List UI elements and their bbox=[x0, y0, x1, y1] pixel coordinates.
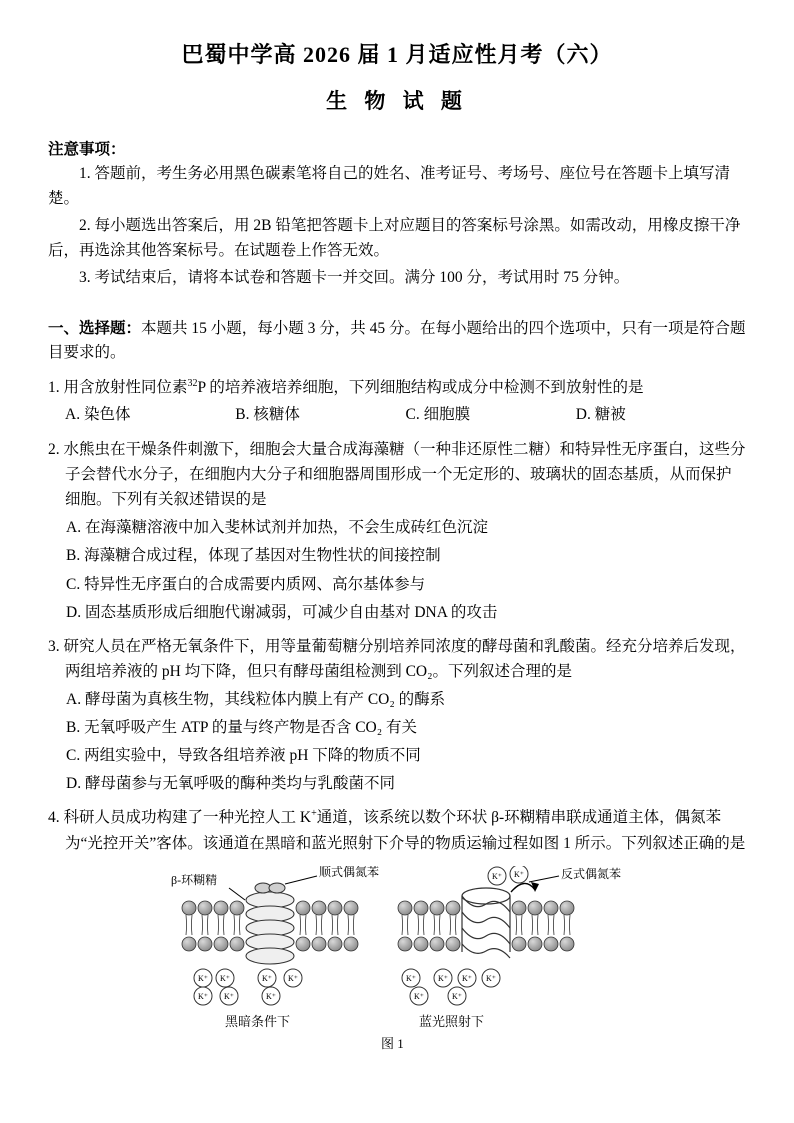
question-2-option-d[interactable]: D. 固态基质形成后细胞代谢减弱，可减少自由基对 DNA 的攻击 bbox=[66, 603, 498, 621]
svg-text:K⁺: K⁺ bbox=[198, 973, 208, 983]
question-3-option-c[interactable]: C. 两组实验中，导致各组培养液 pH 下降的物质不同 bbox=[66, 747, 421, 765]
question-1-option-d[interactable]: D. 糖被 bbox=[575, 406, 626, 424]
question-1-number: 1. bbox=[48, 379, 60, 397]
notice-item-3: 3. 考试结束后，请将本试卷和答题卡一并交回。满分 100 分，考试用时 75 分钟。 bbox=[79, 269, 630, 287]
svg-text:K⁺: K⁺ bbox=[266, 991, 276, 1001]
question-1-stem-post: P 的培养液培养细胞，下列细胞结构或成分中检测不到放射性的是 bbox=[197, 379, 644, 397]
potassium-ions-left bbox=[194, 969, 302, 1005]
section-label: 一、选择题： bbox=[48, 319, 142, 337]
question-2-option-c[interactable]: C. 特异性无序蛋白的合成需要内质网、高尔基体参与 bbox=[66, 575, 426, 593]
label-dark-condition: 黑暗条件下 bbox=[225, 1013, 291, 1029]
svg-text:K⁺: K⁺ bbox=[224, 991, 234, 1001]
question-2-stem-text: 水熊虫在干燥条件刺激下，细胞会大量合成海藻糖（一种非还原性二糖）和特异性无序蛋白，这些分子会替代水分子，在细胞内大分子和细胞器周围形成一个无定形的、玻璃状的固态基质，从而保护细胞。下列有关叙述错误的是 bbox=[63, 441, 746, 509]
potassium-ions-right bbox=[402, 969, 500, 1005]
question-4-stem-pre: 科研人员成功构建了一种光控人工 K bbox=[63, 809, 312, 827]
svg-text:K⁺: K⁺ bbox=[438, 973, 448, 983]
figure-1-diagram bbox=[167, 866, 627, 1066]
section-heading bbox=[48, 317, 746, 367]
label-cis-azobenzene: 顺式偶氮苯 bbox=[319, 865, 380, 879]
question-1-options bbox=[48, 403, 746, 428]
question-3-option-d[interactable]: D. 酵母菌参与无氧呼吸的酶种类均与乳酸菌不同 bbox=[66, 775, 395, 793]
question-4-stem-post: 通道，该系统以数个环状 β-环糊精串联成通道主体，偶氮苯为“光控开关”客体。该通道在黑暗和蓝光照射下介导的物质运输过程如图 1 所示。下列叙述正确的是 bbox=[65, 809, 746, 852]
label-cyclodextrin: β-环糊精 bbox=[171, 872, 218, 887]
question-2-stem bbox=[48, 437, 746, 512]
notice-item-1: 1. 答题前，考生务必用黑色碳素笔将自己的姓名、准考证号、考场号、座位号在答题卡上填写清楚。 bbox=[48, 165, 731, 208]
question-1-option-b[interactable]: B. 核糖体 bbox=[235, 406, 300, 424]
figure-1 bbox=[48, 866, 746, 1081]
page-title: 巴蜀中学高 2026 届 1 月适应性月考（六） bbox=[181, 42, 613, 67]
question-3-option-b[interactable]: B. 无氧呼吸产生 ATP 的量与终产物是否含 CO₂ 有关 bbox=[66, 719, 418, 737]
question-4-stem bbox=[48, 805, 746, 855]
question-1-stem-pre: 用含放射性同位素 bbox=[63, 379, 188, 397]
subject-title: 生 物 试 题 bbox=[326, 89, 468, 113]
label-blue-light-condition: 蓝光照射下 bbox=[419, 1013, 485, 1029]
question-4-number: 4. bbox=[48, 809, 60, 827]
svg-text:K⁺: K⁺ bbox=[462, 973, 472, 983]
label-trans-azobenzene: 反式偶氮苯 bbox=[561, 866, 622, 881]
cyclodextrin-channel-left bbox=[246, 892, 294, 964]
question-1-isotope-superscript: 32 bbox=[187, 377, 198, 389]
svg-text:K⁺: K⁺ bbox=[288, 973, 298, 983]
svg-text:K⁺: K⁺ bbox=[262, 973, 272, 983]
notice-heading: 注意事项： bbox=[48, 141, 126, 158]
figure-right-panel bbox=[398, 866, 574, 1005]
section-text: 本题共 15 小题，每小题 3 分，共 45 分。在每小题给出的四个选项中，只有一项是符合题目要求的。 bbox=[48, 319, 746, 362]
svg-text:K⁺: K⁺ bbox=[414, 991, 424, 1001]
figure-left-panel bbox=[182, 876, 358, 1005]
question-3-option-a[interactable]: A. 酵母菌为真核生物，其线粒体内膜上有产 CO₂ 的酶系 bbox=[66, 691, 446, 709]
question-3-stem-text: 研究人员在严格无氧条件下，用等量葡萄糖分别培养同浓度的酵母菌和乳酸菌。经充分培养后发现，两组培养液的 pH 均下降，但只有酵母菌组检测到 CO₂。下列叙述合理的是 bbox=[63, 637, 746, 680]
svg-text:K⁺: K⁺ bbox=[198, 991, 208, 1001]
question-2-number: 2. bbox=[48, 441, 60, 459]
question-1-stem bbox=[48, 375, 746, 400]
question-2-option-a[interactable]: A. 在海藻糖溶液中加入斐林试剂并加热，不会生成砖红色沉淀 bbox=[66, 519, 488, 537]
svg-text:K⁺: K⁺ bbox=[492, 871, 502, 881]
svg-text:K⁺: K⁺ bbox=[406, 973, 416, 983]
svg-text:K⁺: K⁺ bbox=[486, 973, 496, 983]
svg-text:K⁺: K⁺ bbox=[452, 991, 462, 1001]
question-2-option-b[interactable]: B. 海藻糖合成过程，体现了基因对生物性状的间接控制 bbox=[66, 547, 441, 565]
question-3-stem bbox=[48, 634, 746, 684]
question-1-option-a[interactable]: A. 染色体 bbox=[65, 406, 131, 424]
question-3-number: 3. bbox=[48, 637, 60, 655]
question-4-charge-superscript: + bbox=[311, 808, 317, 820]
svg-text:K⁺: K⁺ bbox=[514, 869, 524, 879]
cyclodextrin-channel-right bbox=[462, 888, 510, 958]
notice-item-2: 2. 每小题选出答案后，用 2B 铅笔把答题卡上对应题目的答案标号涂黑。如需改动，用橡皮擦干净后，再选涂其他答案标号。在试题卷上作答无效。 bbox=[48, 217, 741, 260]
question-1-option-c[interactable]: C. 细胞膜 bbox=[405, 406, 471, 424]
svg-text:K⁺: K⁺ bbox=[220, 973, 230, 983]
figure-caption: 图 1 bbox=[381, 1035, 404, 1051]
